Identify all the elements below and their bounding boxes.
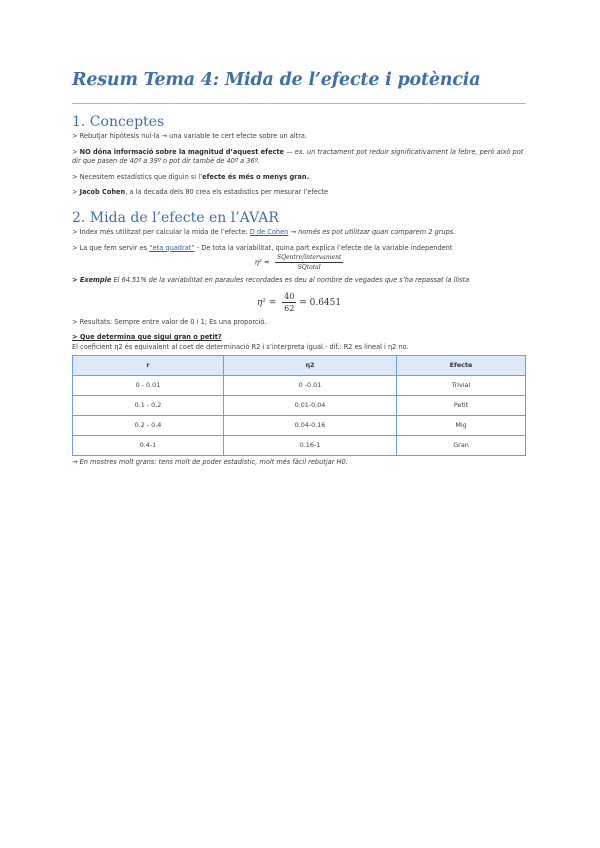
document-page <box>72 70 526 473</box>
paragraph-suffix: - De tota la variabilitat, quina part explica l’efecte de la variable independent <box>194 243 453 252</box>
bold-text: > Exemple <box>72 276 112 285</box>
bold-text: Jacob Cohen <box>79 188 126 197</box>
formula-result: = 0.6451 <box>299 297 342 308</box>
section-heading-conceptes: 1. Conceptes <box>72 114 165 130</box>
paragraph-suffix: , a la decada dels 80 crea els estadistics per mesurar l’efecte <box>125 188 329 197</box>
formula-denominator: SQtotal <box>297 264 321 272</box>
table-cell: 0.1 - 0,2 <box>73 395 224 415</box>
paragraph-eta-quadrat <box>72 244 526 254</box>
paragraph-prefix: > Necesitem estadístics que diguin si l’ <box>72 172 203 181</box>
table-row <box>73 375 526 395</box>
table-row <box>73 395 526 415</box>
formula-lhs: η² = <box>256 297 277 308</box>
formula-numerator: SQentre/intervament <box>276 254 342 262</box>
formula-fraction <box>282 292 296 313</box>
italic-text: — ex. un tractament pot reduir significativament la febre, però això pot dir que pasen de 40º a 39º o pot dir també de 40º a 36º. <box>72 147 524 166</box>
eta-squared-formula <box>72 254 526 271</box>
table-header-efecte: Efecte <box>397 355 526 375</box>
d-de-cohen-link[interactable]: D de Cohen <box>249 227 289 236</box>
table-cell: Mig <box>397 415 526 435</box>
paragraph-resultats: > Resultats: Sempre entre valor de 0 i 1; Es una proporció. <box>72 317 267 326</box>
formula-fraction <box>275 254 343 271</box>
formula-numerator: 40 <box>284 291 295 301</box>
eta-squared-example-formula <box>72 292 526 313</box>
paragraph-prefix: > <box>72 188 80 197</box>
table-cell: 0.4-1 <box>73 435 224 455</box>
formula-denominator: 62 <box>284 303 295 313</box>
table-cell: Petit <box>397 395 526 415</box>
paragraph-no-dona-informacio <box>72 148 526 167</box>
bold-text: efecte és més o menys gran. <box>202 172 310 181</box>
paragraph-mostres-grans: → En mostres molt grans: tens molt de poder estadístic, molt més fàcil rebutjar H0. <box>72 457 348 466</box>
paragraph-coeficient: El coeficient η2 és equivalent al coet de determinació R2 i s’interpreta igual.- dif.: R2 es lineal i η2 no. <box>72 342 409 351</box>
table-cell: 0.2 - 0.4 <box>73 415 224 435</box>
underlined-heading: > Que determina que sigui gran o petit? <box>72 333 222 342</box>
paragraph-jacob-cohen <box>72 188 526 198</box>
table-cell: 0 - 0.01 <box>73 375 224 395</box>
paragraph-rebutjar: > Rebutjar hipòtesis nul·la → una variable te cert efecte sobre un altra. <box>72 132 308 140</box>
arrow-text: → <box>288 227 299 236</box>
table-header-r: r <box>73 355 224 375</box>
section-heading-mida-efecte: 2. Mida de l’efecte en l’AVAR <box>72 209 279 226</box>
question-heading <box>72 333 526 343</box>
eta-quadrat-link[interactable]: “eta quadrat” <box>149 243 195 252</box>
table-cell: 0.01-0.04 <box>223 395 396 415</box>
formula-lhs: η² = <box>254 258 270 267</box>
paragraph-exemple <box>72 276 526 286</box>
paragraph-necesitem <box>72 173 526 183</box>
italic-text: només es pot utilitzar quan comparem 2 grups. <box>298 227 456 236</box>
table-cell: 0.04-0.16 <box>223 415 396 435</box>
title-divider <box>72 103 526 104</box>
table-cell: Trivial <box>397 375 526 395</box>
table-cell: 0 -0.01 <box>223 375 396 395</box>
table-cell: 0.16-1 <box>223 435 396 455</box>
table-row <box>73 435 526 455</box>
table-header-row <box>73 355 526 375</box>
table-row <box>73 415 526 435</box>
bold-text: NO dóna informació sobre la magnitud d’aquest efecte <box>79 147 284 156</box>
paragraph-prefix: > <box>72 147 80 156</box>
paragraph-prefix: > La que fem servir es <box>72 243 150 252</box>
paragraph-prefix: > Índex més utilitzat per calcular la mida de l’efecte: <box>72 227 250 236</box>
italic-text: El 64.51% de la variabilitat en paraules recordades es deu al nombre de vegades que s’ha repassat la llista <box>111 276 470 285</box>
table-header-eta2: η2 <box>223 355 396 375</box>
document-title: Resum Tema 4: Mida de l’efecte i potència <box>72 70 481 90</box>
effect-size-table <box>72 355 526 456</box>
paragraph-index-cohen <box>72 228 526 238</box>
table-cell: Gran <box>397 435 526 455</box>
